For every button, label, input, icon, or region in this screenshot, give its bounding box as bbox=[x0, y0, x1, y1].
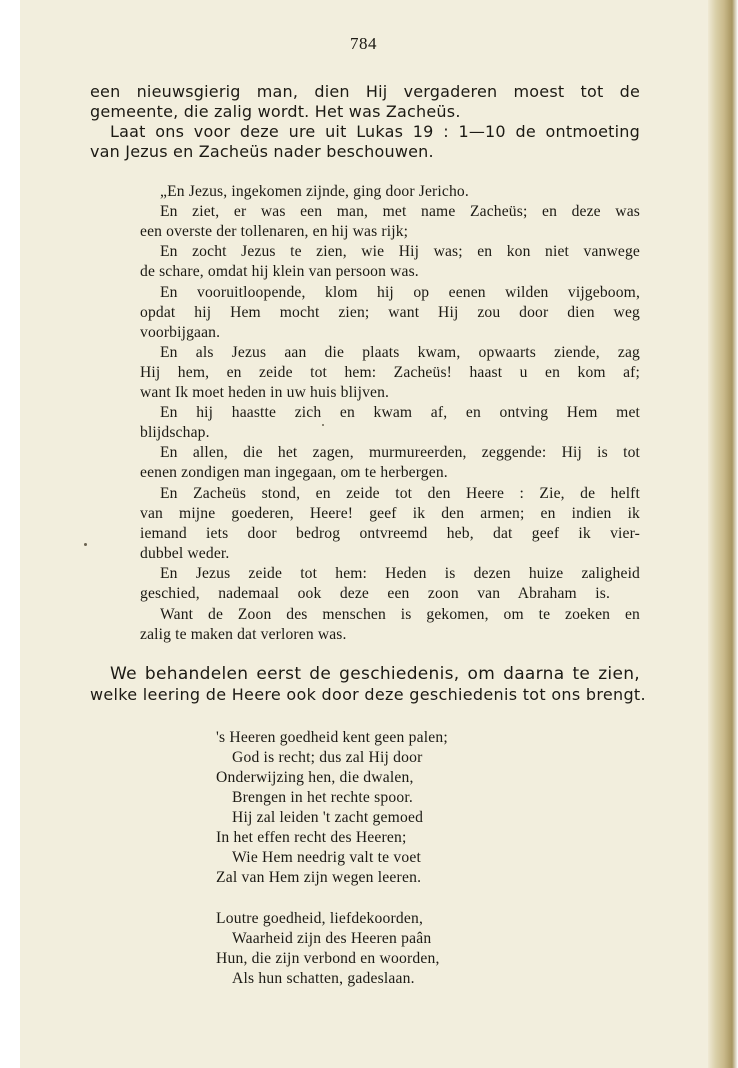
scripture-line: En als Jezus aan die plaats kwam, opwaarts ziende, zag bbox=[160, 344, 640, 361]
verse-line: Waarheid zijn des Heeren paân bbox=[232, 930, 432, 947]
verse-line: Wie Hem needrig valt te voet bbox=[232, 849, 421, 866]
scripture-line: En zocht Jezus te zien, wie Hij was; en kon niet vanwege bbox=[160, 243, 640, 260]
closing-line: welke leering de Heere ook door deze geschiedenis tot ons brengt. bbox=[90, 685, 646, 704]
scripture-line: een overste der tollenaren, en hij was rijk; bbox=[140, 223, 409, 240]
scripture-line: dubbel weder. bbox=[140, 545, 230, 562]
scripture-line: En Jezus zeide tot hem: Heden is dezen huize zaligheid bbox=[160, 565, 640, 582]
scripture-line: de schare, omdat hij klein van persoon was. bbox=[140, 263, 419, 280]
scripture-line: „En Jezus, ingekomen zijnde, ging door Jericho. bbox=[160, 183, 469, 200]
intro-line: Laat ons voor deze ure uit Lukas 19 : 1—10 de ontmoeting bbox=[110, 122, 640, 141]
page-number: 784 bbox=[350, 34, 377, 53]
verse-line: Loutre goedheid, liefdekoorden, bbox=[216, 910, 424, 927]
verse-line: In het effen recht des Heeren; bbox=[216, 829, 407, 846]
verse-line: 's Heeren goedheid kent geen palen; bbox=[216, 729, 448, 746]
scripture-line: En vooruitloopende, klom hij op eenen wilden vijgeboom, bbox=[160, 284, 640, 301]
verse-line: Brengen in het rechte spoor. bbox=[232, 789, 413, 806]
scripture-line: En hij haastte zich en kwam af, en ontving Hem met bbox=[160, 404, 640, 421]
scripture-line: iemand iets door bedrog ontvreemd heb, dat geef ik vier- bbox=[140, 525, 640, 542]
scripture-line: Want de Zoon des menschen is gekomen, om te zoeken en bbox=[160, 606, 640, 623]
intro-line: een nieuwsgierig man, dien Hij vergaderen moest tot de bbox=[90, 82, 640, 101]
scripture-line: En ziet, er was een man, met name Zacheüs; en deze was bbox=[160, 203, 640, 220]
scripture-line: voorbijgaan. bbox=[140, 324, 221, 341]
scripture-line: van mijne goederen, Heere! geef ik den armen; en indien ik bbox=[140, 505, 640, 522]
verse-line: Hun, die zijn verbond en woorden, bbox=[216, 950, 440, 967]
binding-shadow bbox=[708, 0, 738, 1068]
stray-speck bbox=[322, 424, 324, 426]
intro-line: gemeente, die zalig wordt. Het was Zacheüs. bbox=[90, 102, 461, 121]
verse-line: Hij zal leiden 't zacht gemoed bbox=[232, 809, 424, 826]
verse-line: Zal van Hem zijn wegen leeren. bbox=[216, 869, 422, 886]
scripture-line: opdat hij Hem mocht zien; want Hij zou door dien weg bbox=[140, 304, 640, 321]
scripture-line: En allen, die het zagen, murmureerden, zeggende: Hij is tot bbox=[160, 444, 640, 461]
margin-speck bbox=[84, 543, 87, 546]
verse-line: Als hun schatten, gadeslaan. bbox=[232, 970, 415, 987]
scripture-line: Hij hem, en zeide tot hem: Zacheüs! haast u en kom af; bbox=[140, 364, 640, 381]
scripture-line: zalig te maken dat verloren was. bbox=[140, 626, 347, 643]
closing-line: We behandelen eerst de geschiedenis, om daarna te zien, bbox=[110, 664, 640, 684]
intro-line: van Jezus en Zacheüs nader beschouwen. bbox=[90, 142, 434, 161]
scripture-line: blijdschap. bbox=[140, 424, 210, 441]
scripture-line: En Zacheüs stond, en zeide tot den Heere : Zie, de helft bbox=[160, 485, 640, 502]
scripture-line: eenen zondigen man ingegaan, om te herbergen. bbox=[140, 464, 448, 481]
verse-line: God is recht; dus zal Hij door bbox=[232, 749, 423, 766]
scripture-line: geschied, nademaal ook deze een zoon van Abraham is. bbox=[140, 585, 610, 602]
verse-line: Onderwijzing hen, die dwalen, bbox=[216, 769, 414, 786]
scripture-line: want Ik moet heden in uw huis blijven. bbox=[140, 384, 390, 401]
